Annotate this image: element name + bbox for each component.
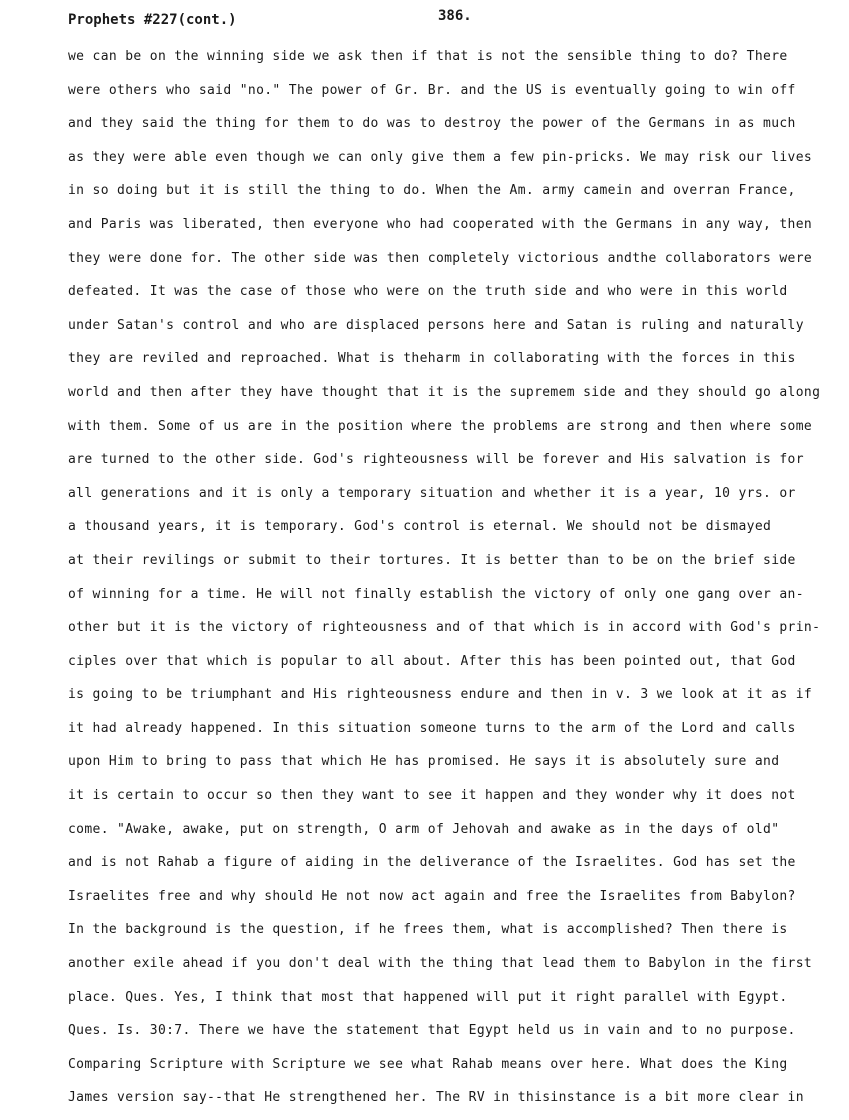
text-line: and they said the thing for them to do was to destroy the power of the Germans in as much [68, 116, 796, 132]
text-line: under Satan's control and who are displaced persons here and Satan is ruling and naturally [68, 317, 804, 333]
text-line: Comparing Scripture with Scripture we see what Rahab means over here. What does the King [68, 1056, 788, 1072]
text-line: and is not Rahab a figure of aiding in the deliverance of the Israelites. God has set the [68, 855, 796, 871]
text-line: they were done for. The other side was then completely victorious andthe collaborators were [68, 250, 813, 266]
text-line: In the background is the question, if he frees them, what is accomplished? Then there is [68, 922, 788, 938]
text-line: were others who said "no." The power of Gr. Br. and the US is eventually going to win off [68, 82, 796, 98]
text-line: Ques. Is. 30:7. There we have the statement that Egypt held us in vain and to no purpose. [68, 1023, 796, 1039]
text-line: are turned to the other side. God's righteousness will be forever and His salvation is for [68, 452, 804, 468]
text-line: place. Ques. Yes, I think that most that happened will put it right parallel with Egypt. [68, 989, 788, 1005]
text-line: come. "Awake, awake, put on strength, O arm of Jehovah and awake as in the days of old" [68, 821, 780, 837]
text-line: all generations and it is only a temporary situation and whether it is a year, 10 yrs. or [68, 485, 796, 501]
text-line: in so doing but it is still the thing to do. When the Am. army camein and overran France, [68, 183, 796, 199]
page-title: Prophets #227(cont.) [68, 12, 237, 28]
text-line: ciples over that which is popular to all about. After this has been pointed out, that God [68, 653, 796, 669]
page-number: 386. [438, 8, 472, 24]
text-line: as they were able even though we can only give them a few pin-pricks. We may risk our lives [68, 149, 813, 165]
text-line: we can be on the winning side we ask then if that is not the sensible thing to do? There [68, 49, 788, 64]
text-line: world and then after they have thought that it is the supremem side and they should go along [68, 384, 821, 400]
text-line: and Paris was liberated, then everyone who had cooperated with the Germans in any way, then [68, 216, 813, 232]
text-line: of winning for a time. He will not finally establish the victory of only one gang over an- [68, 586, 804, 602]
text-line: with them. Some of us are in the position where the problems are strong and then where some [68, 418, 813, 434]
text-line: they are reviled and reproached. What is theharm in collaborating with the forces in this [68, 351, 796, 367]
text-line: is going to be triumphant and His righteousness endure and then in v. 3 we look at it as if [68, 687, 813, 703]
text-line: Israelites free and why should He not now act again and free the Israelites from Babylon? [68, 888, 796, 904]
page-header [68, 8, 828, 32]
text-line: another exile ahead if you don't deal with the thing that lead them to Babylon in the first [68, 956, 813, 972]
text-line: James version say--that He strengthened her. The RV in thisinstance is a bit more clear in [68, 1090, 804, 1106]
text-line: upon Him to bring to pass that which He has promised. He says it is absolutely sure and [68, 754, 780, 770]
text-line: at their revilings or submit to their tortures. It is better than to be on the brief side [68, 552, 796, 568]
body-text [68, 45, 838, 1120]
text-line: defeated. It was the case of those who were on the truth side and who were in this world [68, 284, 788, 300]
text-line: it is certain to occur so then they want to see it happen and they wonder why it does not [68, 788, 796, 804]
text-line: other but it is the victory of righteousness and of that which is in accord with God's prin- [68, 620, 821, 636]
text-line: it had already happened. In this situation someone turns to the arm of the Lord and calls [68, 720, 796, 736]
text-line: a thousand years, it is temporary. God's control is eternal. We should not be dismayed [68, 519, 772, 535]
